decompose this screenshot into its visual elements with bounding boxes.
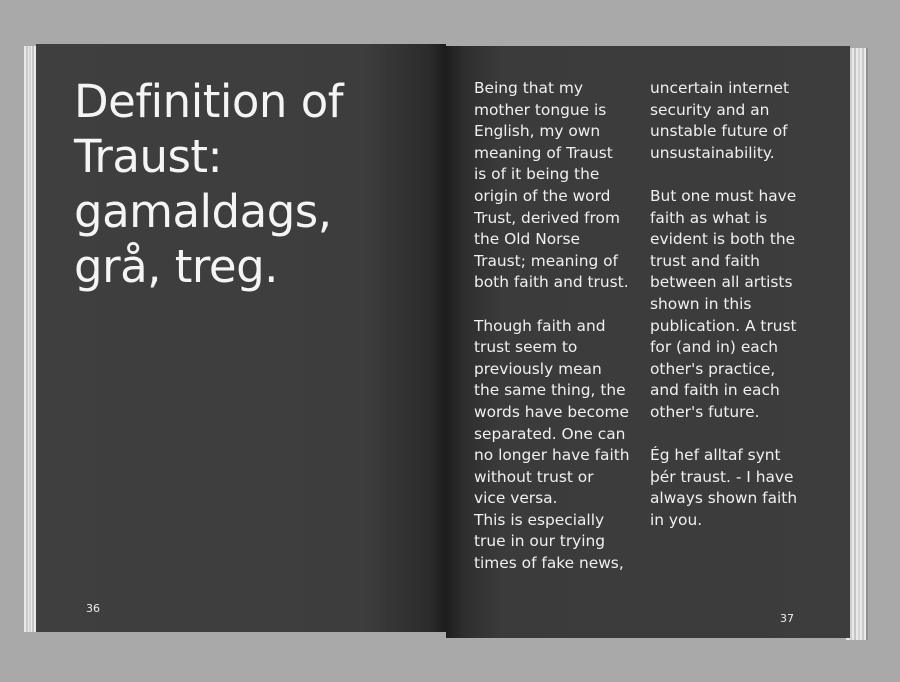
headline-line: grå, treg. <box>74 240 278 293</box>
text-line: words have become <box>474 402 629 421</box>
text-line: origin of the word <box>474 186 611 205</box>
text-line: no longer have faith <box>474 446 630 465</box>
text-line: þér traust. - I have <box>650 467 794 486</box>
text-line: and faith in each <box>650 381 780 400</box>
text-line: trust and faith <box>650 251 760 270</box>
text-line: shown in this <box>650 294 752 313</box>
text-line: Traust; meaning of <box>474 251 618 270</box>
text-line: meaning of Traust <box>474 143 613 162</box>
text-line: publication. A trust <box>650 316 797 335</box>
text-line: English, my own <box>474 122 601 141</box>
text-line: Though faith and <box>474 316 606 335</box>
text-line: is of it being the <box>474 165 600 184</box>
paragraph-gap <box>650 164 840 186</box>
text-line: both faith and trust. <box>474 273 629 292</box>
text-line: mother tongue is <box>474 100 607 119</box>
text-line: between all artists <box>650 273 793 292</box>
headline-line: Definition of <box>74 75 344 128</box>
text-line: previously mean <box>474 359 602 378</box>
right-page <box>446 46 850 638</box>
headline-line: gamaldags, <box>74 185 332 238</box>
headline-line: Traust: <box>74 130 223 183</box>
paragraph-gap <box>474 294 654 316</box>
text-line: other's practice, <box>650 359 776 378</box>
text-line: the Old Norse <box>474 230 580 249</box>
left-edge-lines <box>24 46 36 632</box>
text-line: the same thing, the <box>474 381 626 400</box>
text-line: Trust, derived from <box>474 208 620 227</box>
text-line: unstable future of <box>650 122 788 141</box>
text-line: evident is both the <box>650 230 796 249</box>
page-number-left: 36 <box>86 602 100 615</box>
text-line: without trust or <box>474 467 594 486</box>
text-line: vice versa. <box>474 489 558 508</box>
paragraph-gap <box>650 424 840 446</box>
text-column-2 <box>650 78 840 531</box>
text-line: Being that my <box>474 79 583 97</box>
headline <box>74 74 434 294</box>
text-line: separated. One can <box>474 424 626 443</box>
text-line: true in our trying <box>474 532 606 551</box>
text-line: for (and in) each <box>650 338 778 357</box>
text-line: always shown faith <box>650 489 798 508</box>
text-line: faith as what is <box>650 208 768 227</box>
text-line: security and an <box>650 100 770 119</box>
text-line: This is especially <box>474 510 605 529</box>
text-line: unsustainability. <box>650 143 775 162</box>
text-line: trust seem to <box>474 338 578 357</box>
text-line: in you. <box>650 510 703 529</box>
left-page <box>36 44 446 632</box>
text-line: other's future. <box>650 402 760 421</box>
text-line: uncertain internet <box>650 79 790 97</box>
text-column-1 <box>474 78 654 575</box>
page-number-right: 37 <box>780 612 794 625</box>
text-line: But one must have <box>650 186 797 205</box>
text-line: Ég hef alltaf synt <box>650 446 781 465</box>
text-line: times of fake news, <box>474 554 624 573</box>
